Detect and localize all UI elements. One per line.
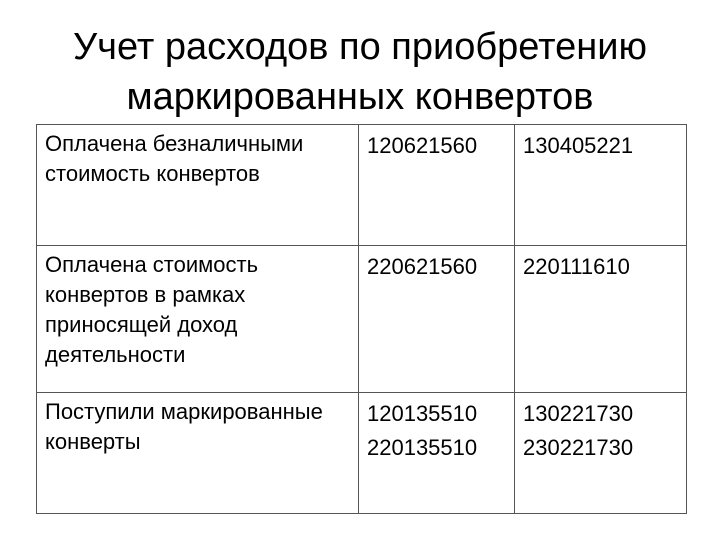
debit-account: 120135510 <box>367 401 478 426</box>
debit-account-cell <box>359 125 515 246</box>
slide-title <box>20 22 700 122</box>
operation-description: Оплачена безналичными стоимость конвертов <box>37 125 359 246</box>
credit-account: 130221730 <box>523 401 634 426</box>
debit-account: 220621560 <box>367 254 478 279</box>
credit-account: 130405221 <box>523 133 634 158</box>
operation-description: Оплачена стоимость конвертов в рамках приносящей доход деятельности <box>37 246 359 393</box>
title-line-2: маркированных конвертов <box>126 76 594 118</box>
accounting-table <box>36 124 687 514</box>
title-line-1: Учет расходов по приобретению <box>73 26 647 68</box>
debit-account-cell <box>359 393 515 514</box>
credit-account-cell <box>515 125 687 246</box>
credit-account-cell <box>515 246 687 393</box>
debit-account-cell <box>359 246 515 393</box>
table-row <box>37 125 687 246</box>
debit-account: 120621560 <box>367 133 478 158</box>
debit-account: 220135510 <box>367 435 478 460</box>
credit-account: 230221730 <box>523 435 634 460</box>
table-row <box>37 246 687 393</box>
table-row <box>37 393 687 514</box>
credit-account-cell <box>515 393 687 514</box>
credit-account: 220111610 <box>523 254 630 279</box>
operation-description: Поступили маркированные конверты <box>37 393 359 514</box>
